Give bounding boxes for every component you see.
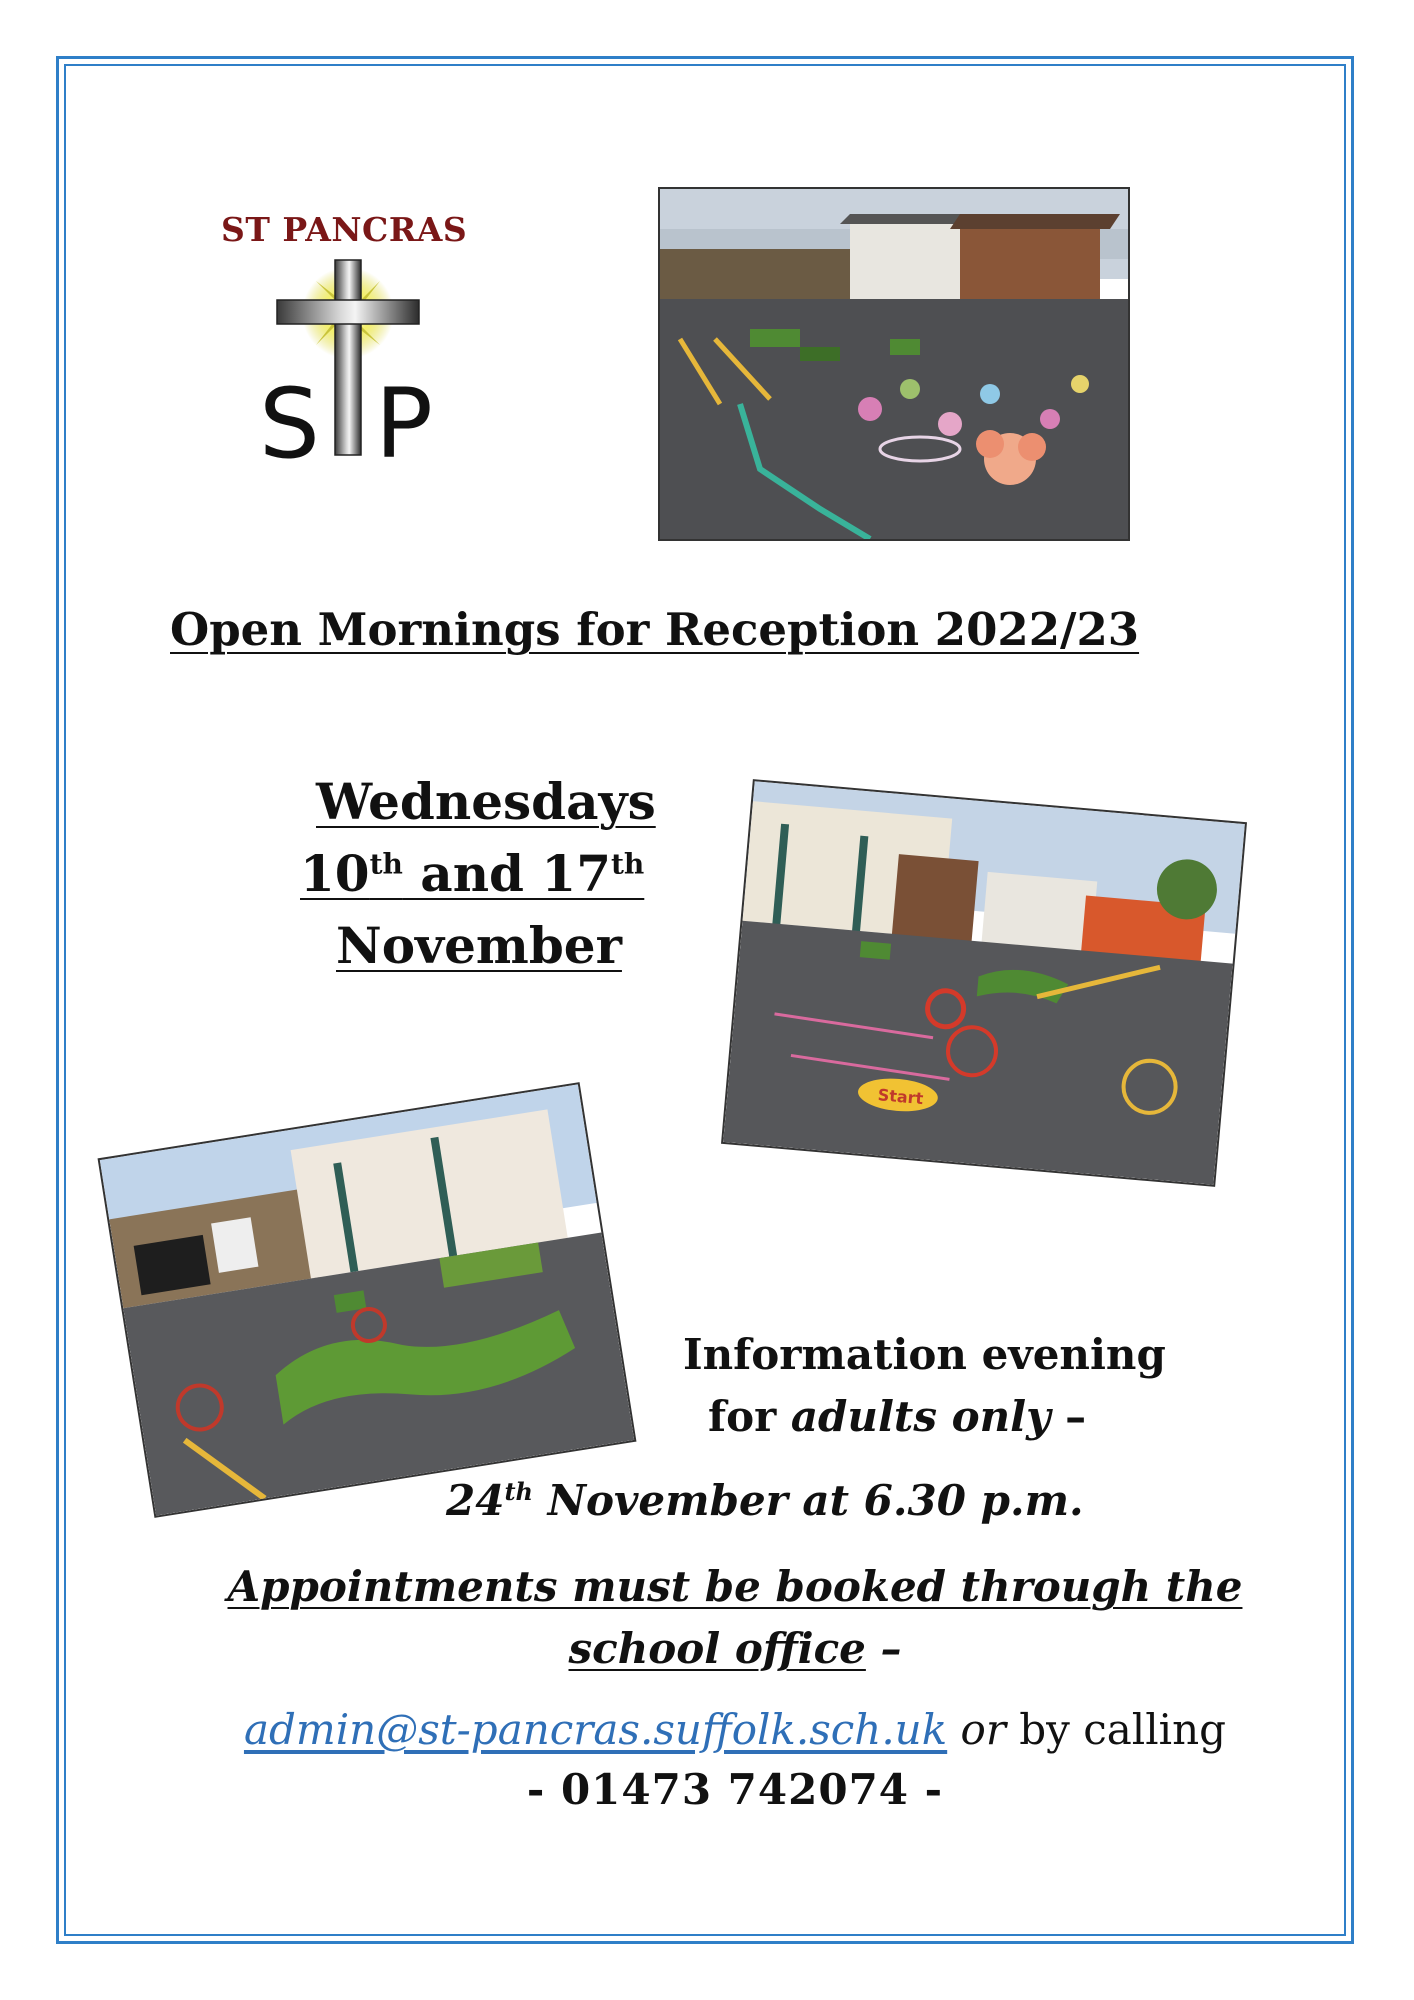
contact-calling: by calling — [1005, 1705, 1227, 1754]
start-marker-label: Start — [877, 1085, 925, 1109]
appointments-notice: Appointments must be booked through the school office – — [227, 1562, 1243, 1673]
page-title: Open Mornings for Reception 2022/23 — [170, 603, 1140, 656]
contact-details — [150, 1700, 1320, 1820]
playground-photo-2 — [721, 779, 1247, 1187]
appointments-school-office: school office — [568, 1624, 866, 1673]
info-evening-date: 24th November at 6.30 p.m. — [446, 1476, 1084, 1525]
dates-month: November — [336, 916, 622, 975]
dates-weekday: Wednesdays — [316, 772, 656, 831]
appointments-line1: Appointments must be booked through the — [227, 1562, 1243, 1611]
phone-number: - 01473 742074 - — [526, 1765, 944, 1814]
logo-school-name: ST PANCRAS — [221, 210, 468, 249]
school-logo — [205, 200, 505, 490]
logo-letter-p: P — [375, 368, 433, 480]
open-morning-dates — [300, 766, 720, 982]
dates-days: 10th and 17th — [300, 844, 645, 903]
email-link[interactable]: admin@st-pancras.suffolk.sch.uk — [243, 1705, 948, 1754]
logo-letter-s: S — [259, 368, 320, 480]
playground-photo-3 — [98, 1082, 637, 1518]
info-evening-title: Information evening — [683, 1330, 1166, 1379]
info-evening-audience: for adults only – — [708, 1392, 1087, 1441]
playground-photo-1 — [658, 187, 1130, 541]
contact-or: or — [960, 1705, 1006, 1754]
